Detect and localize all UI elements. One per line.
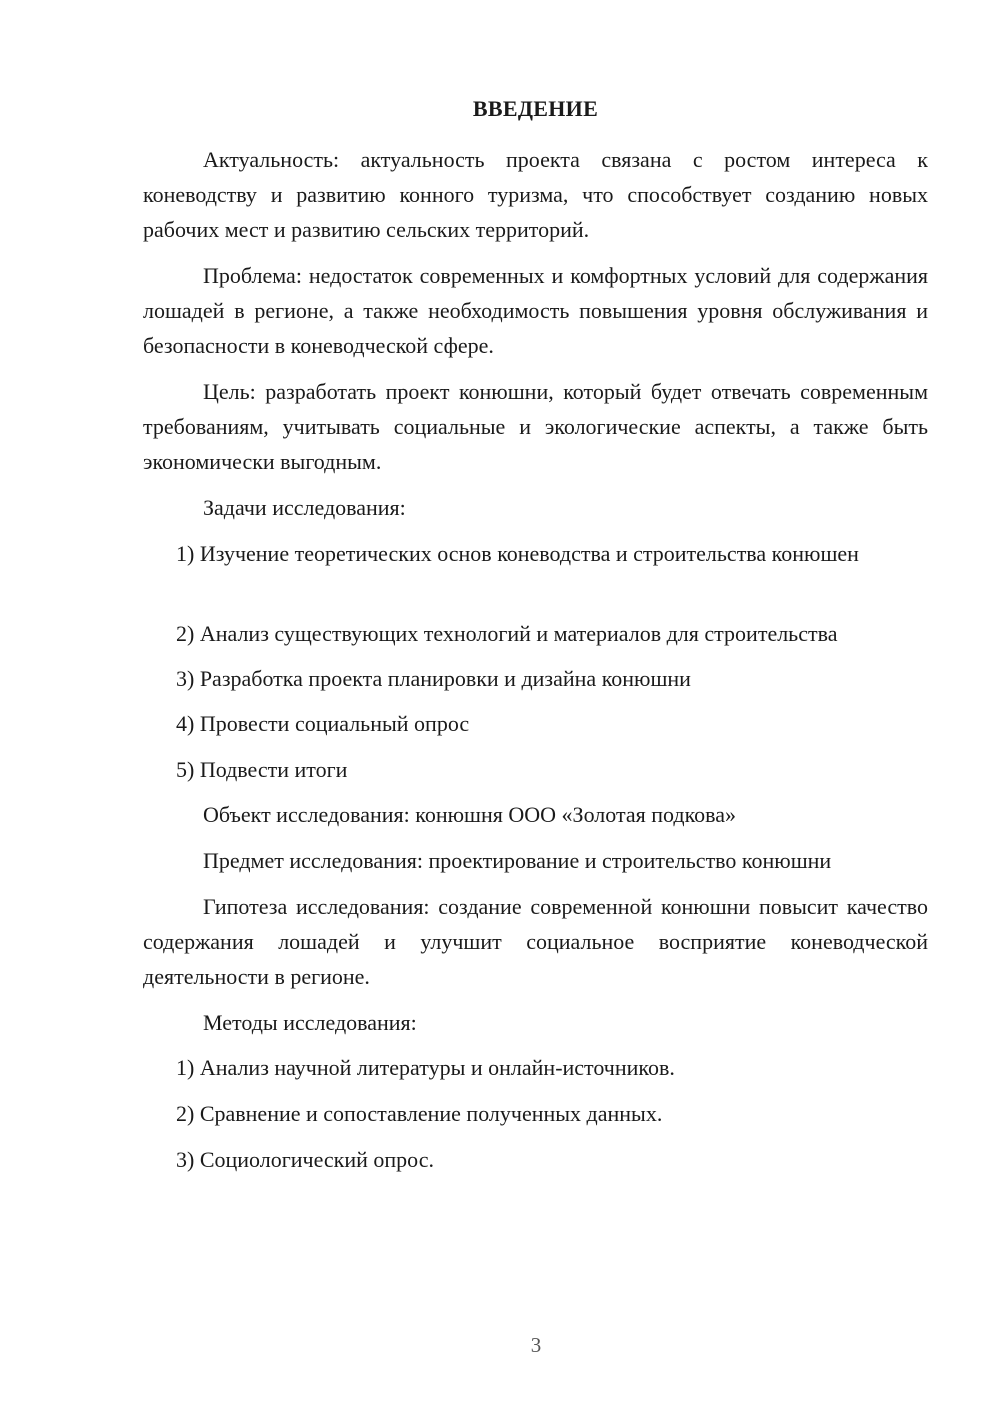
research-subject: Предмет исследования: проектирование и строительство конюшни [203, 848, 832, 873]
method-item-3: 3) Социологический опрос. [176, 1147, 434, 1172]
hypothesis-paragraph: Гипотеза исследования: создание современной конюшни повысит качество содержания лошадей и улучшит социальное восприятие коневодческой деятельности в регионе. [143, 894, 928, 989]
relevance-paragraph: Актуальность: актуальность проекта связана с ростом интереса к коневодству и развитию конного туризма, что способствует созданию новых рабочих мест и развитию сельских территорий. [143, 147, 928, 242]
method-item-1: 1) Анализ научной литературы и онлайн-источников. [176, 1055, 675, 1080]
section-heading: ВВЕДЕНИЕ [472, 96, 599, 121]
task-item-5: 5) Подвести итоги [176, 757, 348, 782]
task-item-4: 4) Провести социальный опрос [176, 711, 470, 736]
task-item-3: 3) Разработка проекта планировки и дизайна конюшни [176, 666, 691, 691]
method-item-2: 2) Сравнение и сопоставление полученных данных. [176, 1101, 663, 1126]
task-item-2: 2) Анализ существующих технологий и материалов для строительства [176, 621, 838, 646]
methods-title: Методы исследования: [203, 1010, 417, 1035]
task-item-1: 1) Изучение теоретических основ коневодства и строительства конюшен [176, 541, 859, 566]
page-number: 3 [530, 1333, 542, 1357]
goal-paragraph: Цель: разработать проект конюшни, который будет отвечать современным требованиям, учитывать социальные и экологические аспекты, а также быть экономически выгодным. [143, 379, 928, 474]
research-object: Объект исследования: конюшня ООО «Золотая подкова» [203, 802, 737, 827]
problem-paragraph: Проблема: недостаток современных и комфортных условий для содержания лошадей в регионе, а также необходимость повышения уровня обслуживания и безопасности в коневодческой сфере. [143, 263, 928, 358]
tasks-title: Задачи исследования: [203, 495, 406, 520]
